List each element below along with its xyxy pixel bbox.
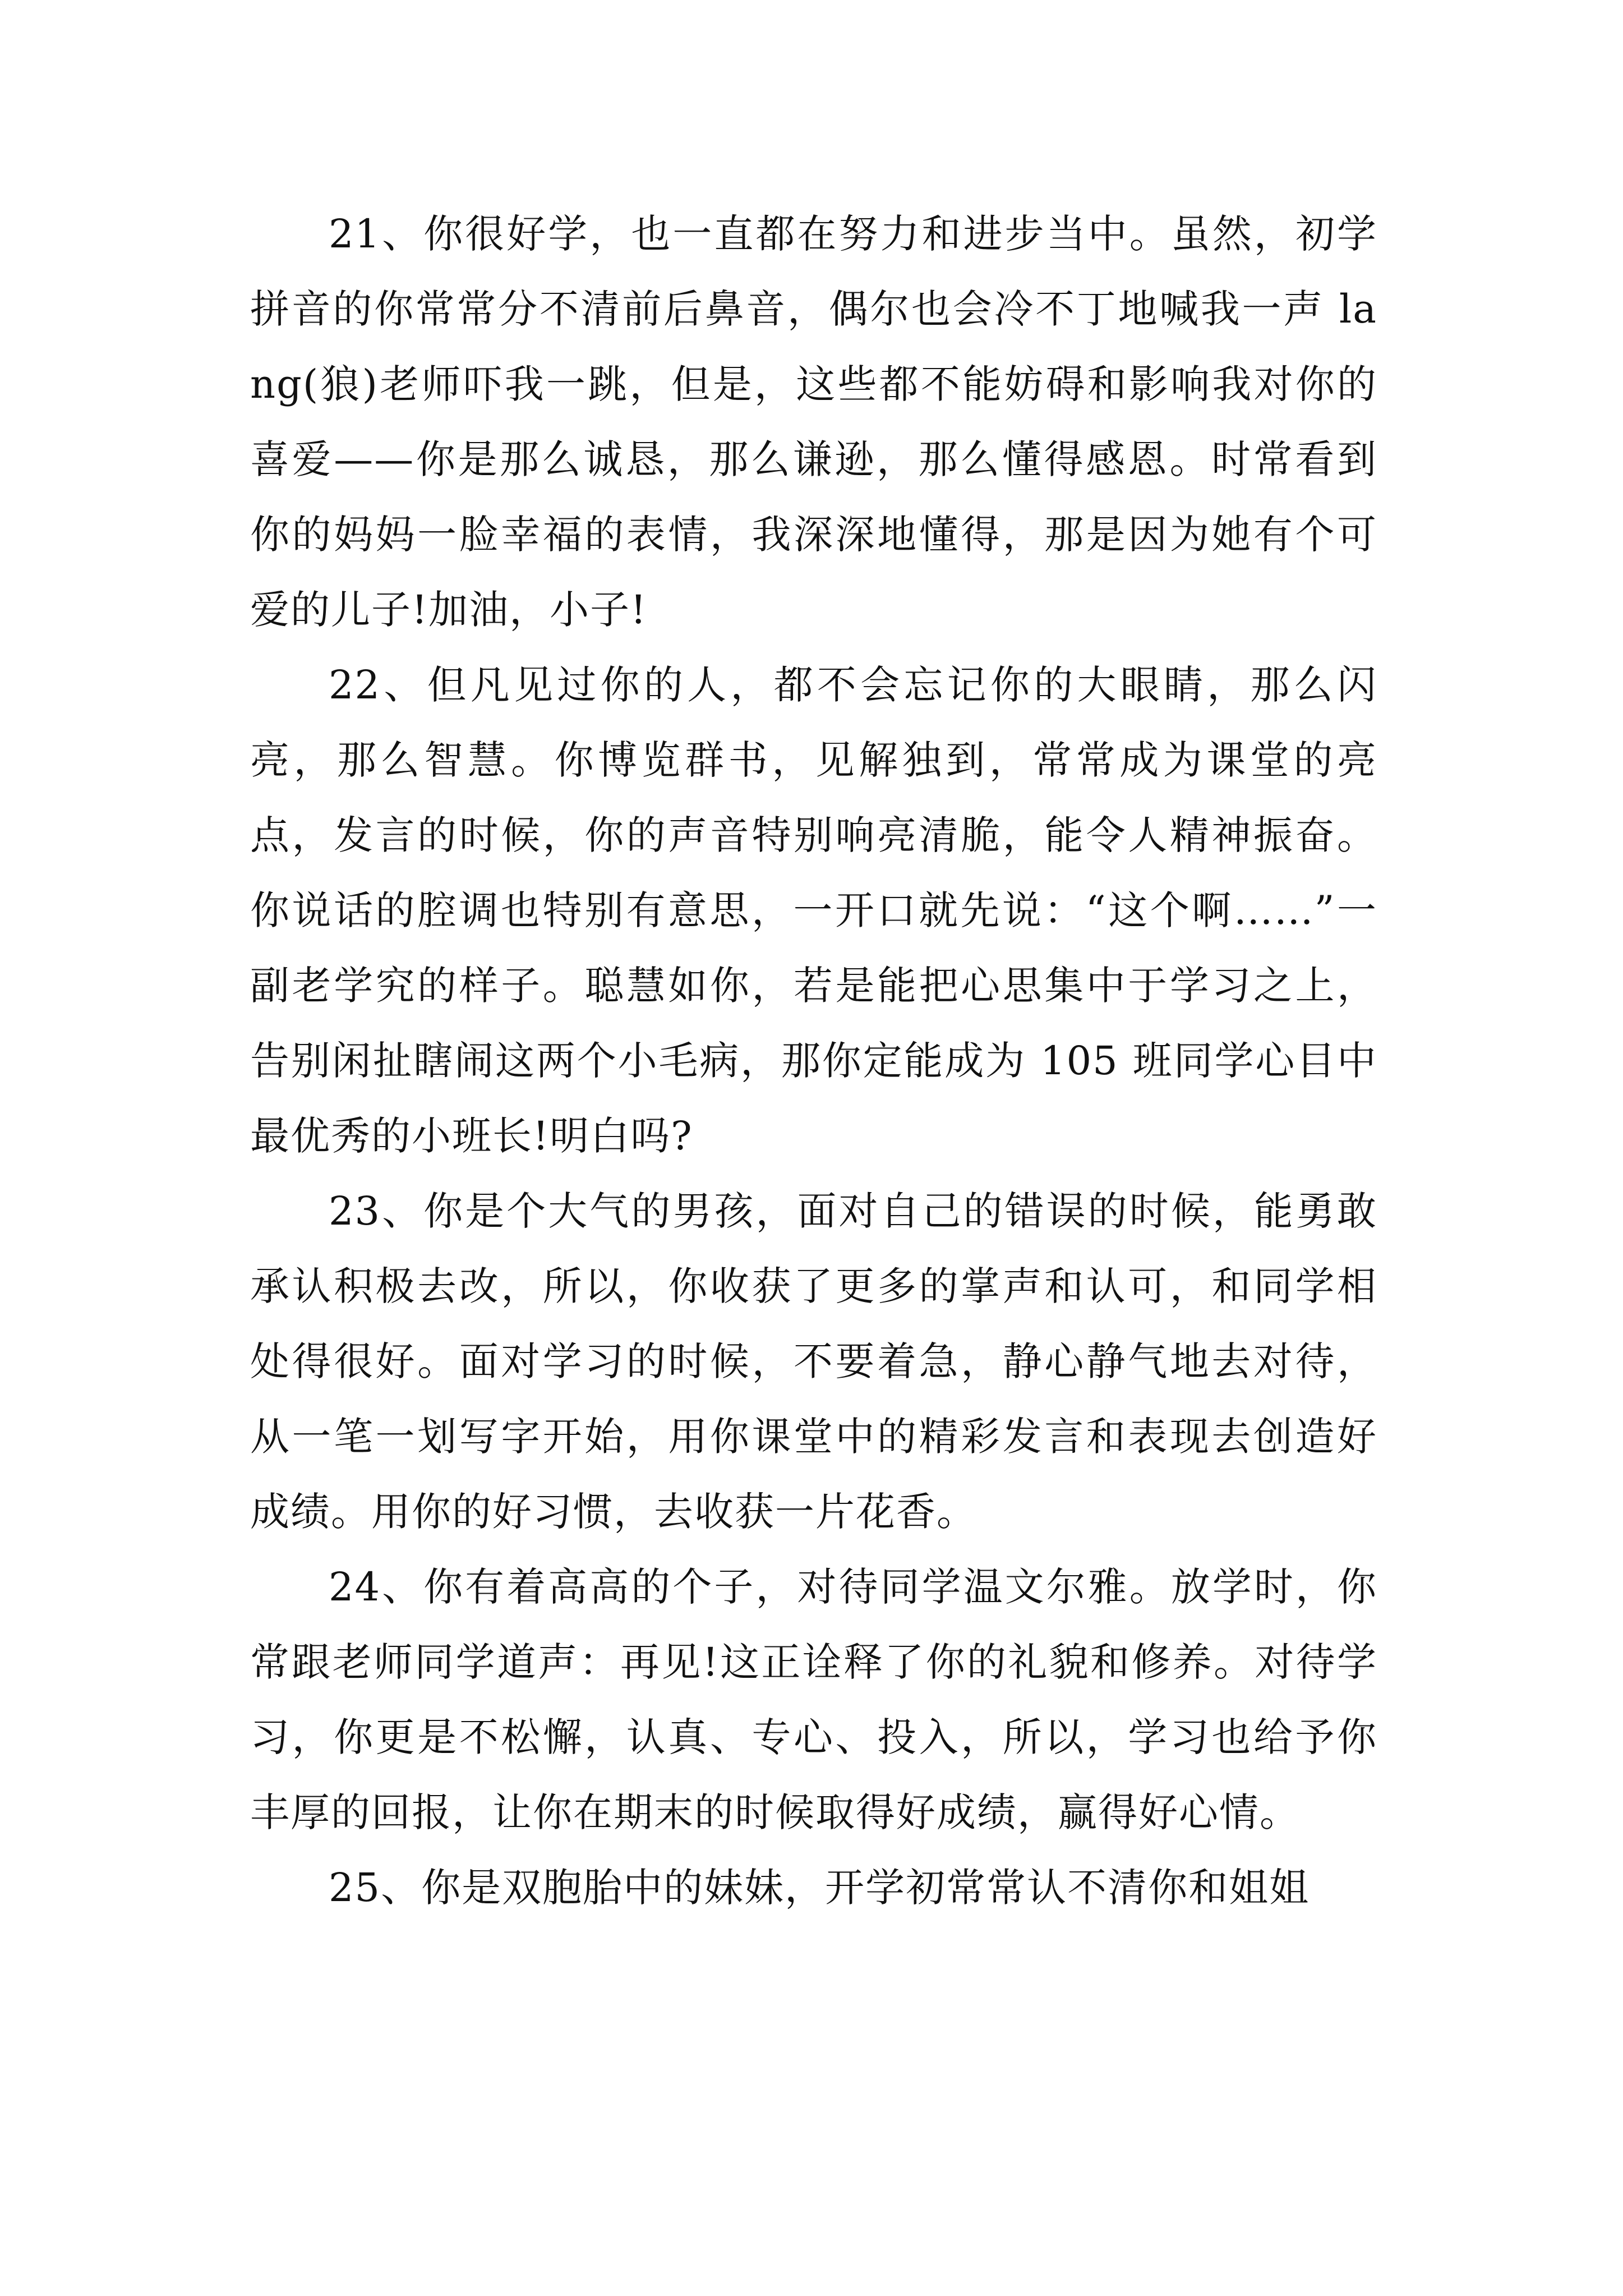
paragraph-23: 23、你是个大气的男孩，面对自己的错误的时候，能勇敢承认积极去改，所以，你收获了更多的掌声和认可，和同学相处得很好。面对学习的时候，不要着急，静心静气地去对待，从一笔一划写字开始，用你课堂中的精彩发言和表现去创造好成绩。用你的好习惯，去收获一片花香。 <box>250 1188 1377 1535</box>
paragraph-21: 21、你很好学，也一直都在努力和进步当中。虽然，初学拼音的你常常分不清前后鼻音，偶尔也会冷不丁地喊我一声 lang(狼)老师吓我一跳，但是，这些都不能妨碍和影响我对你的喜爱——你是那么诚恳，那么谦逊，那么懂得感恩。时常看到你的妈妈一脸幸福的表情，我深深地懂得，那是因为她有个可爱的儿子!加油，小子! <box>250 211 1377 633</box>
paragraph-22: 22、但凡见过你的人，都不会忘记你的大眼睛，那么闪亮，那么智慧。你博览群书，见解独到，常常成为课堂的亮点，发言的时候，你的声音特别响亮清脆，能令人精神振奋。你说话的腔调也特别有意思，一开口就先说：“这个啊……”一副老学究的样子。聪慧如你，若是能把心思集中于学习之上，告别闲扯瞎闹这两个小毛病，那你定能成为 105 班同学心目中最优秀的小班长!明白吗? <box>250 662 1377 1159</box>
paragraph-25: 25、你是双胞胎中的妹妹，开学初常常认不清你和姐姐 <box>329 1865 1310 1911</box>
document-body <box>250 196 1377 1925</box>
paragraph-24: 24、你有着高高的个子，对待同学温文尔雅。放学时，你常跟老师同学道声：再见!这正诠释了你的礼貌和修养。对待学习，你更是不松懈，认真、专心、投入，所以，学习也给予你丰厚的回报，让你在期末的时候取得好成绩，赢得好心情。 <box>250 1564 1377 1835</box>
